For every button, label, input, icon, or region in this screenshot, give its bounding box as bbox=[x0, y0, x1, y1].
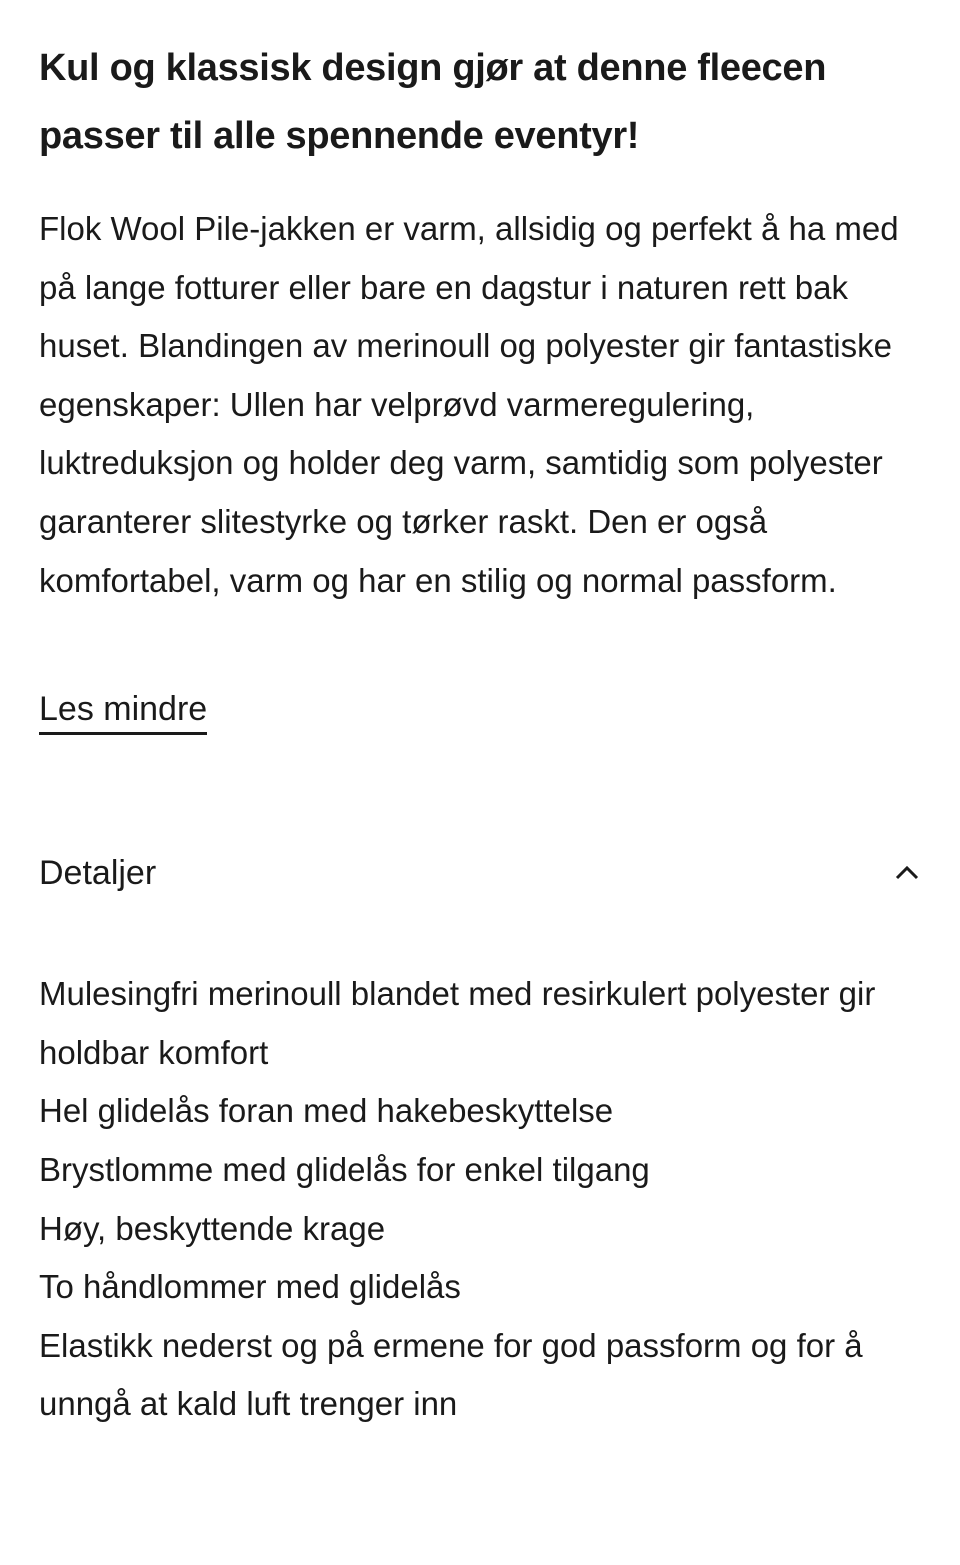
list-item: Elastikk nederst og på ermene for god passform og for å unngå at kald luft trenger inn bbox=[39, 1326, 863, 1423]
description-text: Flok Wool Pile-jakken er varm, allsidig og perfekt å ha med på lange fotturer eller bare en dagstur i naturen rett bak huset. Blandingen av merinoull og polyester gir fantastiske egenskaper: Ullen har velprøvd varmeregulering, luktreduksjon og holder deg varm, samtidig som polyester garanterer slitestyrke og tørker raskt. Den er også komfortabel, varm og har en stilig og normal passform. bbox=[39, 210, 899, 599]
list-item: Hel glidelås foran med hakebeskyttelse bbox=[39, 1092, 614, 1130]
list-item: Mulesingfri merinoull blandet med resirkulert polyester gir holdbar komfort bbox=[39, 975, 876, 1071]
list-item: Høy, beskyttende krage bbox=[39, 1209, 386, 1247]
read-less-link[interactable]: Les mindre bbox=[39, 688, 207, 735]
details-accordion-header[interactable] bbox=[39, 853, 920, 893]
list-item: To håndlommer med glidelås bbox=[39, 1268, 461, 1306]
description-heading: Kul og klassisk design gjør at denne fleecen passer til alle spennende eventyr! bbox=[39, 47, 827, 157]
details-title: Detaljer bbox=[39, 853, 157, 892]
list-item: Brystlomme med glidelås for enkel tilgang bbox=[39, 1150, 650, 1188]
details-list bbox=[39, 965, 920, 1434]
chevron-up-icon[interactable] bbox=[894, 860, 920, 886]
